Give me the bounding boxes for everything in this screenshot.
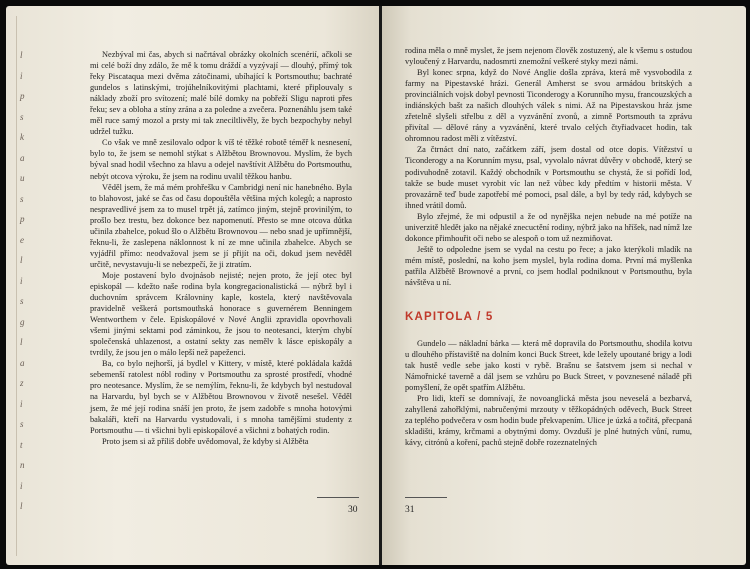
margin-stamp-letter: n (20, 460, 25, 470)
margin-stamp-letter: z (20, 378, 24, 388)
margin-stamp-letter: g (20, 316, 25, 327)
margin-stamp-letter: l (20, 337, 23, 347)
margin-stamp-letter: a (20, 152, 25, 163)
left-body-text (90, 49, 352, 447)
margin-line (16, 16, 17, 556)
left-page (6, 6, 380, 565)
margin-stamp-letter: i (20, 480, 23, 491)
paragraph: Moje postavení bylo dvojnásob nejisté; nejen proto, že její otec byl episkopál — kdežto naše rodina byla kongregacionalistická — nýbrž byl i duchovním správcem Královniny kaple, kostela, který navštěvovala pravidelně veškerá portsmouthská honorace s guvernérem Benningem Wentworthem v čele. Episkopálové v Nové Anglii zpravidla opovrhovali všemi jinými sektami pod záminkou, že jsou to neotesanci, kterým chybí společenská uhlazenost, a ostatní sekty zas nemělv k lásce episkopály a tvrdily, že jsou jen o málo lepší než papeženci. (90, 270, 352, 358)
right-page (382, 6, 746, 565)
margin-stamp-letter: i (20, 398, 23, 409)
paragraph: Byl konec srpna, když do Nové Anglie došla zpráva, která mě vysvobodila z farmy na Pipestavské hrázi. Generál Amherst se svou armádou britských a provinciálních vojsk dobyl pevnosti Ticonderogy a Korunního mysu, francouzských a indiánských bašt za našich dlouhých válek s nimi. Až na Pipestavskou hráz jsme zřetelně slyšeli střelbu z děl a vyzvánění zvonů, a zimně Portsmouth ta zprávu přivítal — dělové rány a vyzvánění, které trvalo celých čtyřiadvacet hodin, tak ohromnou radost měli z vítězství. (405, 68, 692, 144)
right-body-text (405, 45, 692, 288)
margin-stamp-letter: a (20, 357, 25, 368)
paragraph: rodina měla o mně myslet, že jsem nejenom člověk zostuzený, ale k všemu s ostudou vyloučený z Harvardu, nadosmrti znemožní veškeré styky mezi námi. (405, 46, 692, 67)
margin-stamp-letter: t (20, 439, 23, 450)
right-body-text-lower (405, 338, 692, 448)
folio-rule (317, 497, 359, 498)
paragraph: Nezbýval mi čas, abych si načrtával obrázky okolních scenérií, ačkoli se mi celé boží dny zdálo, že mě k tomu dráždí a vyzývají — dlouhý, přímý tok řeky Piscataqua mezi dvěma zátočinami, ubíhající k Portsmouthu; bachraté gundelos s latinskými, trojúhelníkovitými plachtami, které připlouvaly s náklady zboží pro svítození; malé bílé domky na pobřeží Sligu naproti přes řeku; sev a obloha a stíny zrána a za poledne a zvečera. Poznenáhlu jsem také měl ruce samý mozol a prsty mi tak zneciltlivěly, že bych bezpochyby nebyl udržel tužku. (90, 50, 352, 137)
margin-stamp-letter: p (20, 214, 25, 224)
page-number: 31 (405, 505, 415, 515)
folio-rule (405, 497, 447, 498)
margin-stamp-letter: i (20, 275, 23, 286)
paragraph: Za čtrnáct dní nato, začátkem září, jsem dostal od otce dopis. Vítězství u Ticonderogy a na Korunním mysu, psal, vyvolalo návrat důvěry v obchodě, který se podivuhodně zotavil. Každý obchodník v Portsmouthu se chystá, že si pořídí lod, takže se bude muset vyrobit víc lan než vůbec kdy předtím v historii města. V provazárně teď bude zapotřebí mé pomoci, psal dále, a byl by tedy rád, kdybych se ihned vrátil domů. (405, 145, 692, 210)
margin-stamp (20, 50, 30, 520)
margin-stamp-letter: e (20, 234, 24, 245)
margin-stamp-letter: l (20, 255, 23, 265)
margin-stamp-letter: u (20, 173, 25, 183)
paragraph: Bylo zřejmé, že mi odpustil a že od nynějška nejen nebude na mé potíže na univerzitě hledět jako na nějaké znecuctění rodiny, nýbrž jako na hříšek, nad nímž lze dokonce přimhouřit oči nebo se alespoň o tom už nezmiňovat. (405, 211, 692, 243)
margin-stamp-letter: p (20, 91, 25, 101)
margin-stamp-letter: l (20, 501, 23, 511)
paragraph: Ba, co bylo nejhorší, já bydlel v Kittery, v místě, které pokládala každá sebemenší ratolest nóbl rodiny v Portsmouthu za sprosté prostředí, vhodné pro neotesance. Myslím, že se nemýlím, řeknu-li, že kdybych byl nestudoval na Harvardu, byl bych se v Alžbětou Brownovou v životě nesešel. Věděl jsem, že mé její rodina snáší jen proto, že jsem zadobře s mnoha hotovými bakaláři, kteří na Harvardu vystudovali, i s mnoha tamějšími studenty z Portsmouthu — ti všichni byli episkopálové a všichni z bohatých rodin. (90, 359, 352, 435)
paragraph: Gundelo — nákladní bárka — která mě dopravila do Portsmouthu, shodila kotvu u dlouhého přístaviště na dolním konci Buck Street, kde ležely upoutané brigy a lodi tak hustě vedle sebe jako kosti v rybě. Brašnu se šatstvem jsem si nechal v Námořnické taverně a dál jsem se vzhůru po Buck Street, v povznesené náladě při pomyšlení, že opět spatřím Alžbětu. (405, 339, 692, 393)
margin-stamp-letter: k (20, 132, 24, 142)
paragraph: Co však ve mně zesilovalo odpor k víš té těžké robotě téměř k nesnesení, bylo to, že jsem se nemohl stýkat s Alžbětou Brownovou. Myslím, že bych býval snad hodil všechno za hlavu a odejel navštívit Alžbětu do Portsmouthu, nebýt otcova výroku, že jsem na rodinu uvalil těžkou hanbu. (90, 138, 352, 181)
margin-stamp-letter: s (20, 296, 24, 306)
paragraph: Proto jsem si až příliš dobře uvědomoval, že kdyby si Alžběta (102, 436, 309, 446)
chapter-heading: KAPITOLA / 5 (405, 311, 494, 323)
margin-stamp-letter: l (20, 50, 23, 60)
open-book (6, 6, 746, 565)
margin-stamp-letter: s (20, 193, 24, 204)
margin-stamp-letter: s (20, 419, 24, 429)
paragraph: Věděl jsem, že má mém prohřešku v Cambridgi není nic hanebného. Byla to blahovost, jaké se čas od času dopouštěla většina mých kolegů; a naprosto nespravedlivé jsem za to musel trpět já, zatímco jiným, stejně provinilým, to prošlo bez trestu, bez dokonce bez napomenutí. Přesto se mne otcova důtka učinila zbahelce, pokud šlo o Alžbětu Brownovou — nebo snad je upřímnější, řeknu-li, že zaslepena náklonnost k ní ze mne učinila zbahelce. Abych se vyjádřil přímo: neodvažoval jsem se jí přijít na oči, dokud jsem nevěděl určitě, nevystavuju-li se nebezpečí, že ji ztratím. (90, 182, 352, 269)
margin-stamp-letter: i (20, 70, 23, 81)
page-number: 30 (348, 505, 358, 515)
paragraph: Pro lidi, kteří se domnívají, že novoanglická města jsou neveselá a bezbarvá, zahyllená zahořklými, nabručenými mrzouty v těžkopádných oděvech, Buck Street za teplého podvečera v osm hodin bude překvapením. Ulice je úzká a točitá, přecpaná skladišti, krámy, krčmami a obytnými domy. Ovzduší je plné hutných vůní, rumu, kávy, citrónů a koření, pachů stejně dobře rozeznatelných (405, 394, 692, 448)
margin-stamp-letter: s (20, 111, 24, 122)
paragraph: Ještě to odpoledne jsem se vydal na cestu po řece; a jako kterýkoli mladík na mém místě, poslední, na koho jsem myslel, byla rodina doma. První má myšlenka patřila Alžbětě Brownové a první, co jsem hodlal podniknout v Portsmouthu, byla návštěva u ní. (405, 244, 692, 287)
